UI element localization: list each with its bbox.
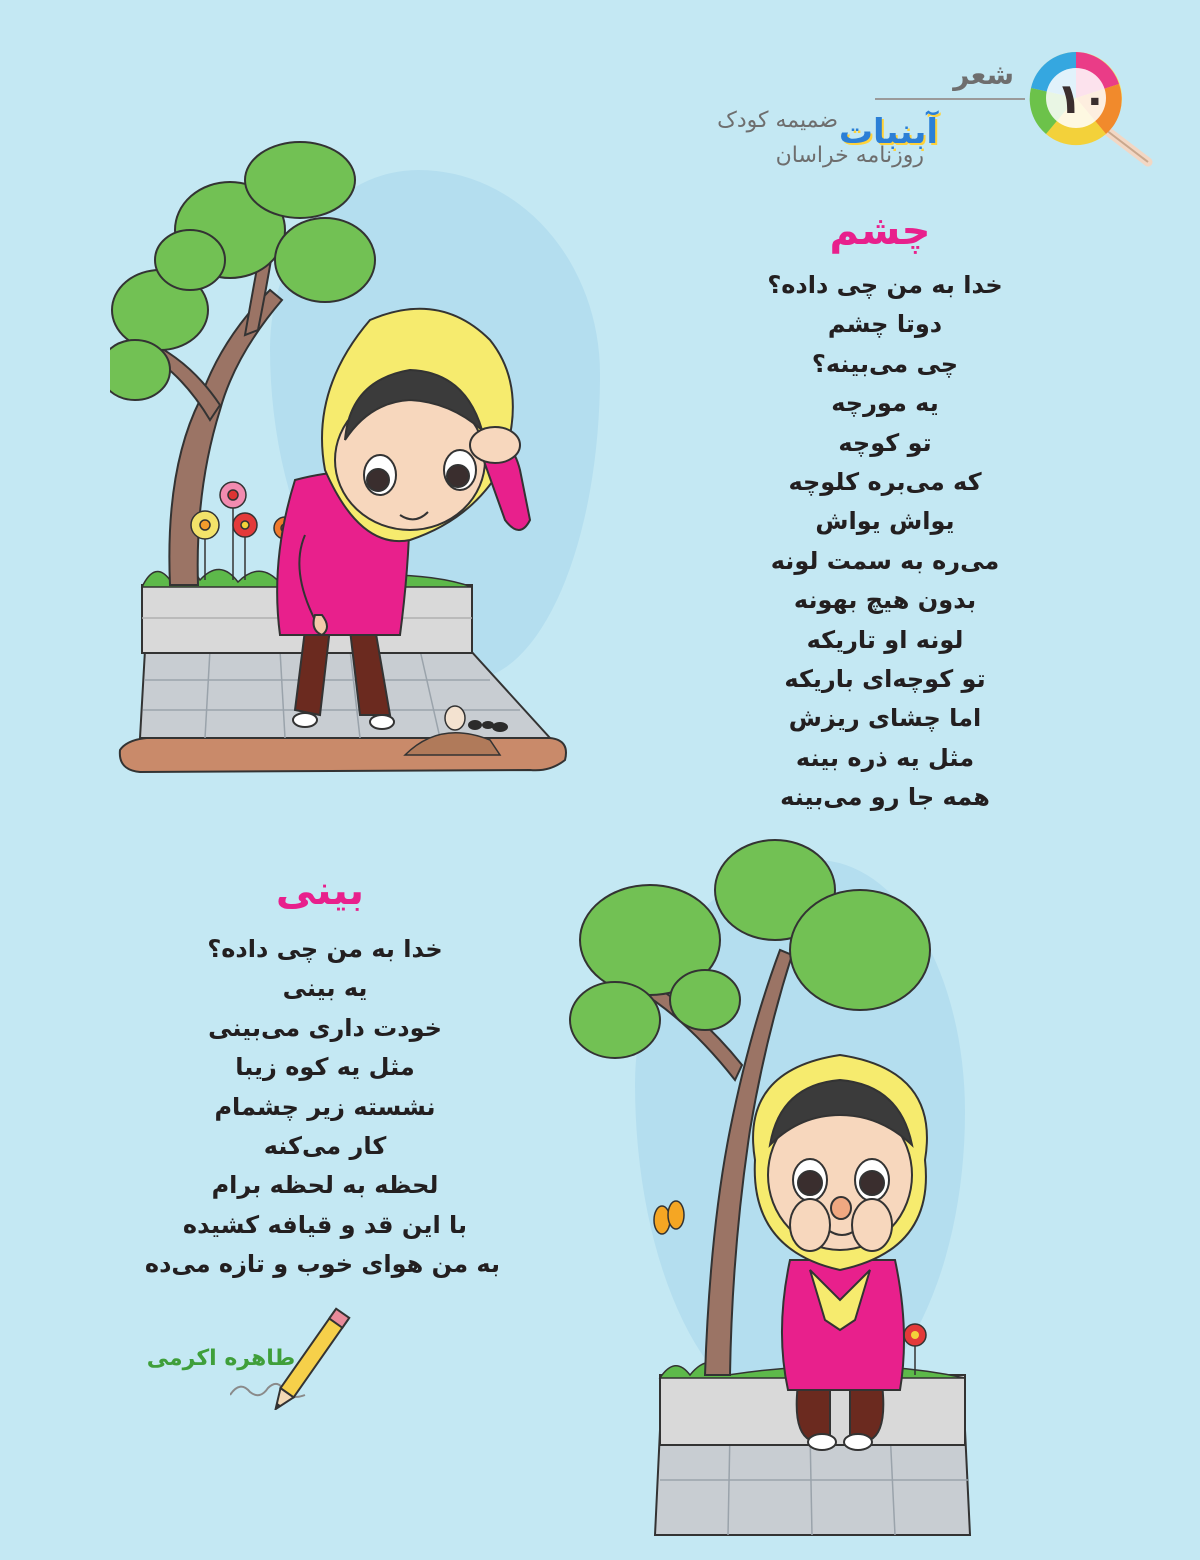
poem-line: یه مورچه xyxy=(831,389,939,418)
poem-line: خودت داری می‌بینی xyxy=(208,1013,442,1042)
poem-line: به من هوای خوب و تازه می‌ده xyxy=(144,1250,500,1279)
poem-line: مثل یه کوه زیبا xyxy=(235,1053,415,1082)
poem-line: که می‌بره کلوچه xyxy=(788,467,982,496)
poem-line: لحظه به لحظه برام xyxy=(211,1171,439,1200)
author-name: طاهره اکرمی xyxy=(146,1346,296,1371)
poem-line: بدون هیچ بهونه xyxy=(793,586,977,615)
poem-line: تو کوچه‌ای باریکه xyxy=(784,664,986,693)
poem-line: لونه او تاریکه xyxy=(806,625,964,654)
header-divider xyxy=(875,98,1025,100)
poem-line: چی می‌بینه؟ xyxy=(811,349,959,378)
poem-line: یواش یواش xyxy=(815,507,955,536)
poem-body xyxy=(144,930,500,1285)
poem-title: بینی xyxy=(275,868,365,914)
poem-line: با این قد و قیافه کشیده xyxy=(182,1210,468,1239)
poem-body xyxy=(720,266,1050,817)
poem-line: اما چشای ریزش xyxy=(788,704,982,733)
poem-line: خدا به من چی داده؟ xyxy=(767,271,1003,299)
poem-line: همه جا رو می‌بینه xyxy=(780,783,990,812)
page-number: ۱۰ xyxy=(1056,74,1108,123)
poem-line: می‌ره به سمت لونه xyxy=(770,546,1000,575)
poem-line: مثل یه ذره بینه xyxy=(795,743,975,772)
girl-with-tree-illustration xyxy=(110,140,580,780)
brand-logo-text: آبنبات xyxy=(838,112,938,152)
poem-line: تو کوچه xyxy=(838,428,932,457)
poem-line: کار می‌کنه xyxy=(263,1131,387,1160)
newspaper-label: روزنامه خراسان xyxy=(775,143,924,168)
poem-line: خدا به من چی داده؟ xyxy=(207,935,443,963)
poem-title: چشم xyxy=(829,208,931,254)
poem-line: نشسته زیر چشمام xyxy=(214,1092,436,1121)
girl-sitting-illustration xyxy=(560,830,980,1540)
poem-line: دوتا چشم xyxy=(827,310,943,339)
poem-line: یه بینی xyxy=(282,974,368,1003)
section-label: شعر xyxy=(953,58,1014,91)
supplement-label: ضمیمه کودک xyxy=(717,108,838,133)
